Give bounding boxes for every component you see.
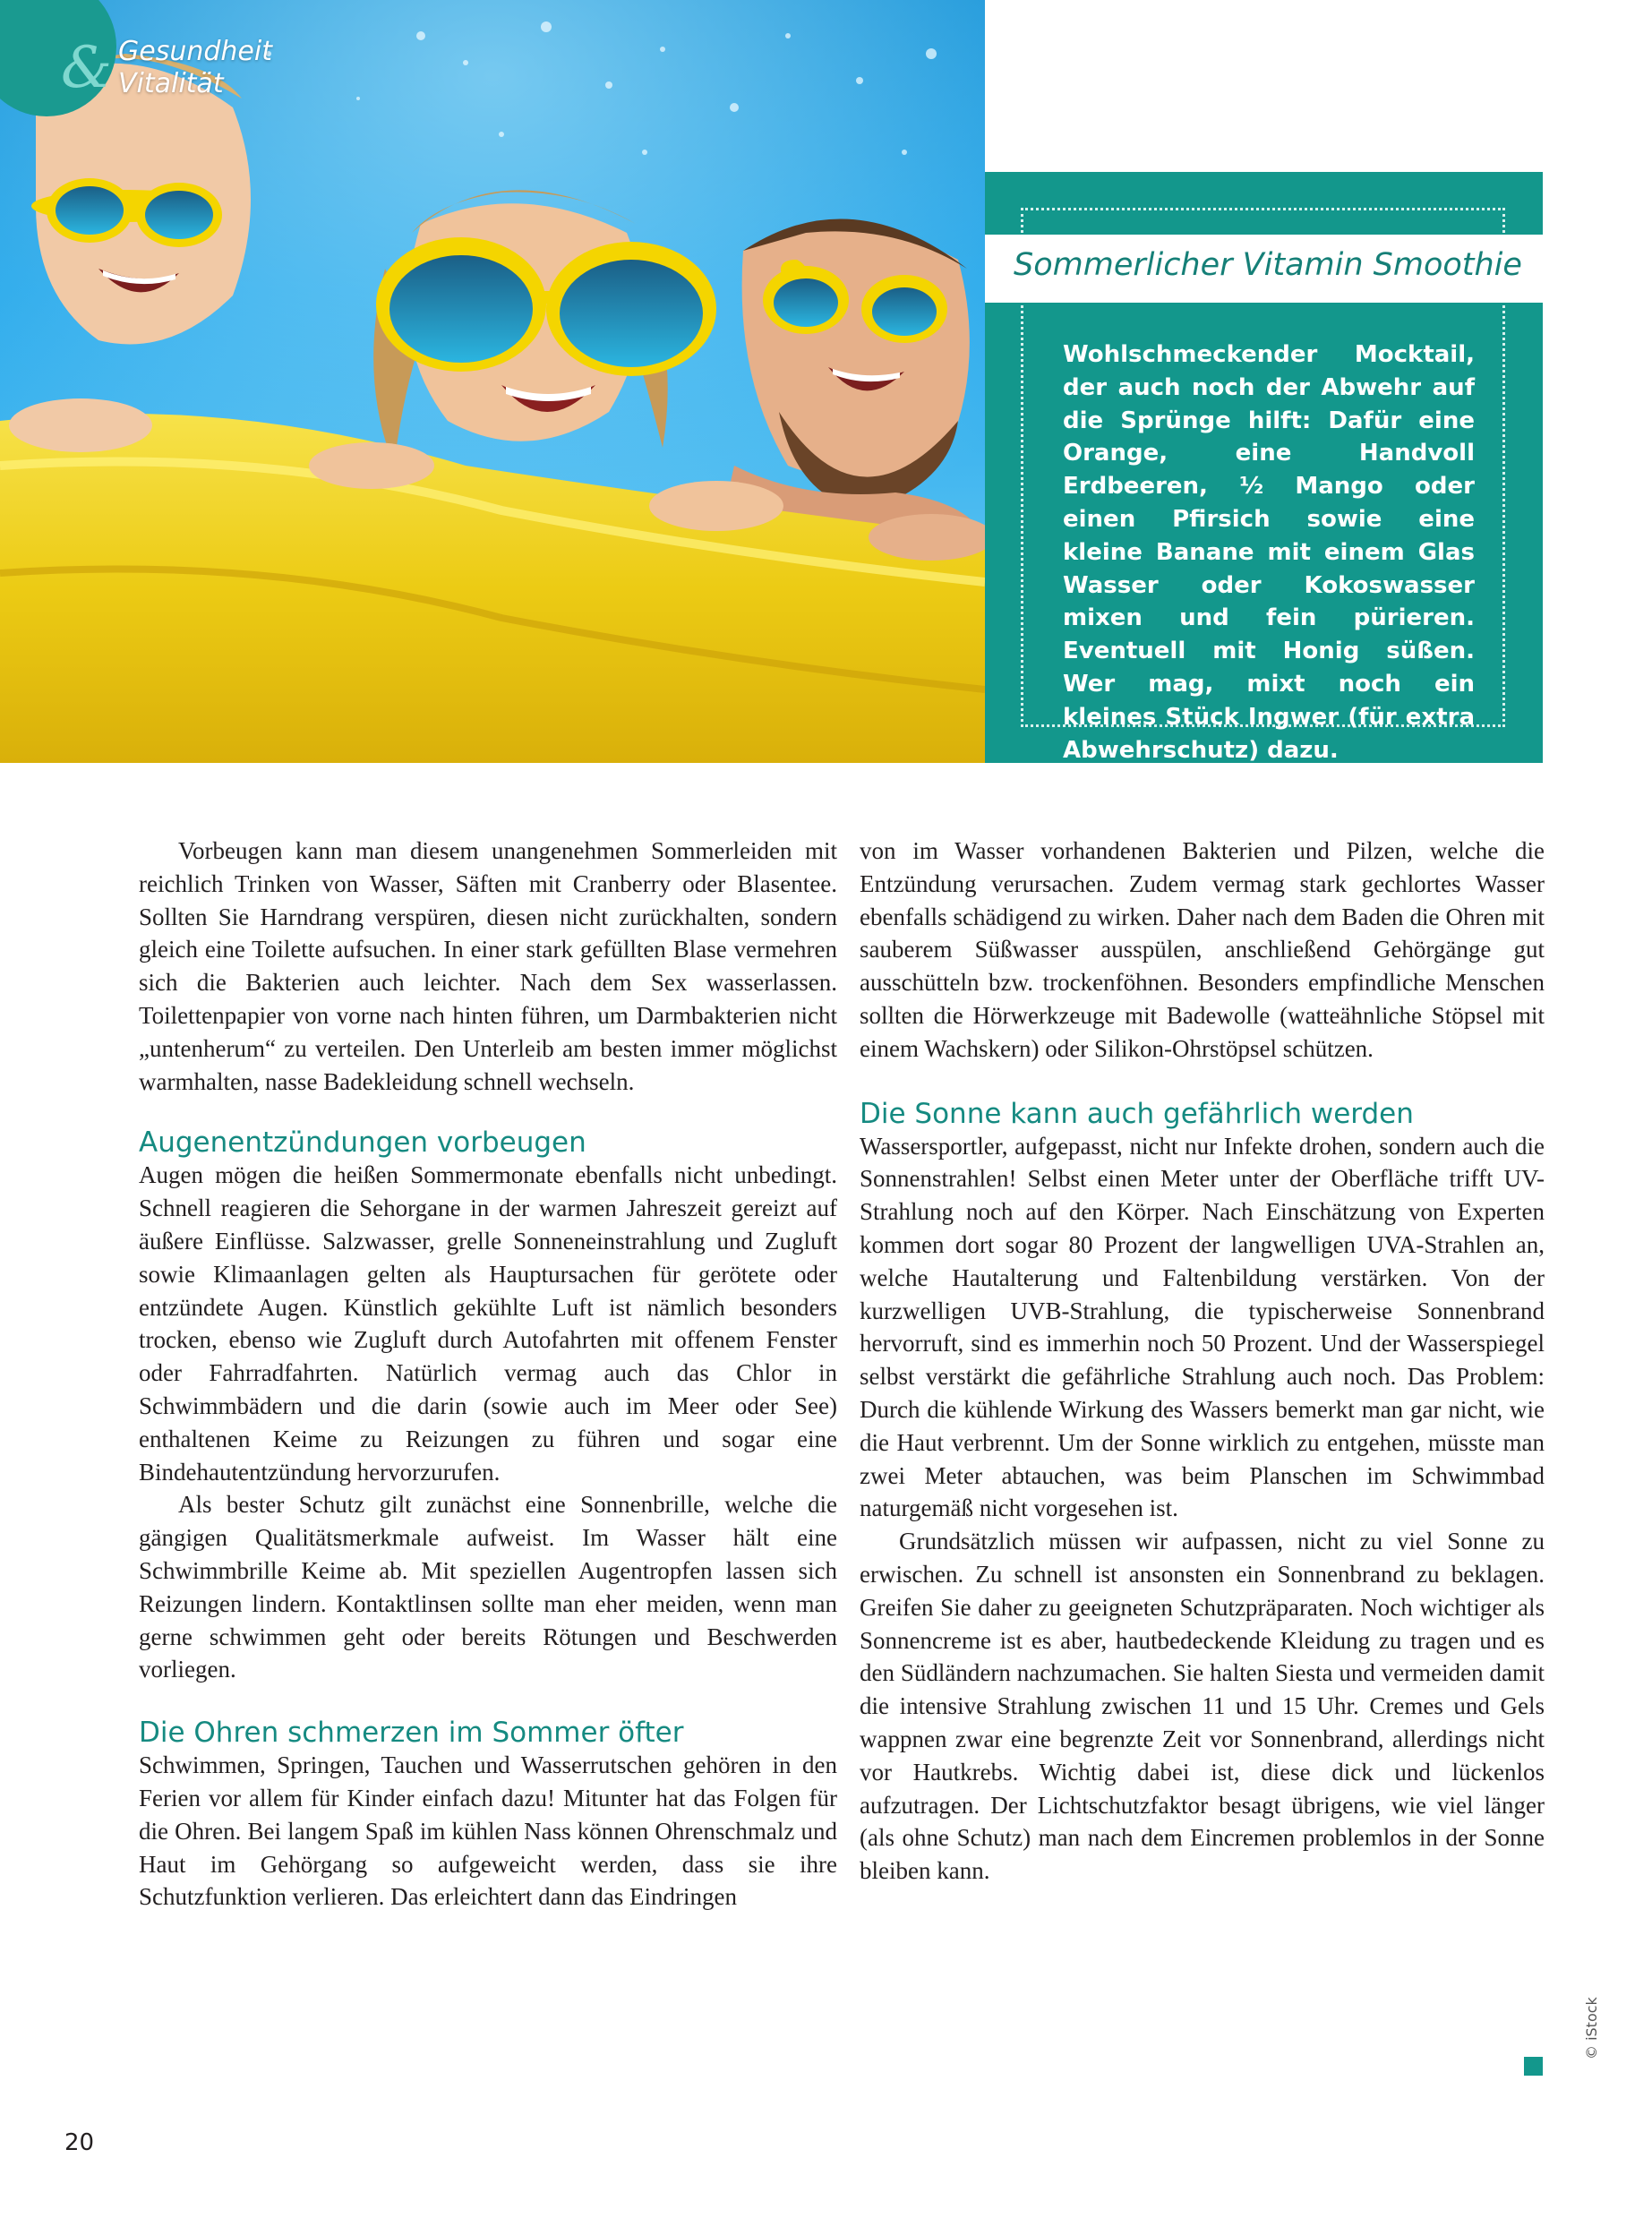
heading-sonne: Die Sonne kann auch gefährlich werden: [860, 1097, 1414, 1130]
smoothie-recipe-box: [985, 172, 1543, 763]
heading-augenentzuendungen: Augenentzündungen vorbeugen: [139, 1126, 586, 1160]
ohren-paragraph-continued: von im Wasser vorhandenen Bakterien und Pilzen, welche die Entzündung verursachen. Zudem vermag stark gechlortes Wasser ebenfalls schädigend zu wirken. Daher nach dem Baden die Ohren mit sauberem Süßwasser ausspülen, anschließend Gehörgänge gut ausschütteln bzw. trockenföhnen. Besonders empfindliche Menschen sollten die Hörwerkzeuge mit Badewolle (watteähnliche Stöpsel mit einem Wachskern) oder Silikon-Ohrstöpsel schützen.: [860, 837, 1545, 1062]
augen-paragraph-1: Augen mögen die heißen Sommermonate ebenfalls nicht unbedingt. Schnell reagieren die Sehorgane in der warmen Jahreszeit gereizt auf äußere Einflüsse. Salzwasser, grelle Sonneneinstrahlung und Zugluft sowie Klimaanlagen gelten als Hauptursachen für gerötete oder entzündete Augen. Künstlich gekühlte Luft ist nämlich besonders trocken, ebenso wie Zugluft durch Autofahrten mit offenem Fenster oder Fahrradfahrten. Natürlich vermag auch das Chlor in Schwimmbädern und die darin (sowie auch im Meer oder See) enthaltenen Keime zu Reizungen zu führen und sogar eine Bindehautentzündung hervorzurufen.: [139, 1161, 837, 1486]
page-number: 20: [64, 2129, 95, 2156]
article-column-right: [860, 835, 1545, 1888]
family-sunglasses-photo-icon: [0, 0, 985, 763]
article-end-marker: [1524, 2057, 1543, 2076]
augen-paragraph-2: Als bester Schutz gilt zunächst eine Sonnenbrille, welche die gängigen Qualitätsmerkmale aufweist. Im Wasser hält eine Schwimmbrille Keime ab. Mit speziellen Augentropfen lassen sich Reizungen lindern. Kontaktlinsen sollte man eher meiden, wenn man gerne schwimmen geht oder bereits Rötungen und Beschwerden vorliegen.: [139, 1491, 837, 1683]
sonne-paragraph-1: Wassersportler, aufgepasst, nicht nur Infekte drohen, sondern auch die Sonnenstrahlen! Selbst einen Meter unter der Oberfläche trifft UV-Strahlung noch auf den Körper. Nach Einschätzung von Experten kommen dort sogar 80 Prozent der langwelligen UVA-Strahlen an, welche Hautalterung und Faltenbildung verstärken. Von der kurzwelligen UVB-Strahlung, die typischerweise Sonnenbrand hervorruft, sind es immerhin noch 50 Prozent. Und der Wasserspiegel selbst verstärkt die gefährliche Strahlung auch noch. Das Problem: Durch die kühlende Wirkung des Wassers bemerkt man gar nicht, wie die Haut verbrennt. Um der Sonne wirklich zu entgehen, müsste man zwei Meter abtauchen, was beim Planschen im Schwimmbad naturgemäß nicht vorgesehen ist.: [860, 1132, 1545, 1522]
smoothie-title-bar: [985, 235, 1543, 303]
section-title-line2: Vitalität: [118, 68, 224, 99]
hero-photo: [0, 0, 985, 763]
sonne-paragraph-2: Grundsätzlich müssen wir aufpassen, nicht zu viel Sonne zu erwischen. Zu schnell ist ansonsten ein Sonnenbrand zu beklagen. Greifen Sie daher zu geeigneten Schutzpräparaten. Noch wichtiger als Sonnencreme ist es aber, hautbedeckende Kleidung zu tragen und es den Südländern nachzumachen. Sie halten Siesta und vermeiden damit die intensive Strahlung zwischen 11 und 15 Uhr. Cremes und Gels wappnen zwar eine begrenzte Zeit vor Sonnenbrand, allerdings nicht vor Hautkrebs. Wichtig dabei ist, diese dick und lückenlos aufzutragen. Der Lichtschutzfaktor besagt übrigens, wie viel länger (als ohne Schutz) man nach dem Eincremen problemlos in der Sonne bleiben kann.: [860, 1528, 1545, 1885]
smoothie-text: Wohlschmeckender Mocktail, der auch noch der Abwehr auf die Sprünge hilft: Dafür eine Orange, eine Handvoll Erdbeeren, ½ Mango oder einen Pfirsich sowie eine kleine Banane mit einem Glas Wasser oder Kokoswasser mixen und fein pürieren. Eventuell mit Honig süßen. Wer mag, mixt noch ein kleines Stück Ingwer (für extra Abwehrschutz) dazu.: [1063, 341, 1475, 764]
section-title: [118, 36, 272, 100]
intro-paragraph: Vorbeugen kann man diesem unangenehmen Sommerleiden mit reichlich Trinken von Wasser, Säften mit Cranberry oder Blasentee. Sollten Sie Harndrang verspüren, diesen nicht zurückhalten, sondern gleich eine Toilette aufsuchen. In einer stark gefüllten Blase vermehren sich die Bakterien auch leichter. Nach dem Sex wasserlassen. Toilettenpapier von vorne nach hinten führen, um Darmbakterien nicht „untenherum“ zu verteilen. Den Unterleib am besten immer möglichst warmhalten, nasse Badekleidung schnell wechseln.: [139, 837, 837, 1095]
section-ampersand: &: [61, 35, 112, 101]
smoothie-title: Sommerlicher Vitamin Smoothie: [1014, 247, 1522, 283]
article-column-left: [139, 835, 837, 1914]
ohren-paragraph-1: Schwimmen, Springen, Tauchen und Wasserrutschen gehören in den Ferien vor allem für Kinder einfach dazu! Mitunter hat das Folgen für die Ohren. Bei langem Spaß im kühlen Nass können Ohrenschmalz und Haut im Gehörgang so aufgeweicht werden, dass sie ihre Schutzfunktion verlieren. Das erleichtert dann das Eindringen: [139, 1751, 837, 1911]
heading-ohren: Die Ohren schmerzen im Sommer öfter: [139, 1717, 684, 1750]
section-title-line1: Gesundheit: [118, 36, 272, 67]
photo-credit: © iStock: [1583, 1997, 1600, 2060]
